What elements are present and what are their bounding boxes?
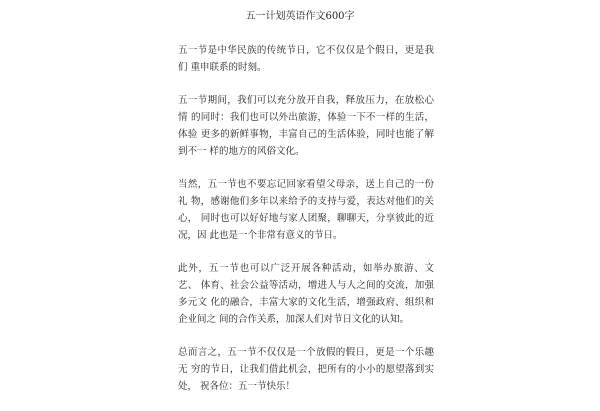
document-body <box>178 42 434 411</box>
paragraph-5: 总而言之，五一节不仅仅是一个放假的假日，更是一个乐趣无 穷的节日，让我们借此机会，把所有的小小的愿望落到实处， 祝各位：五一节快乐！ <box>178 347 434 392</box>
document-title: 五一计划英语作文600字 <box>245 11 355 22</box>
paragraph-1: 五一节是中华民族的传统节日，它不仅仅是个假日，更是我们 重申联系的时刻。 <box>178 45 434 73</box>
paragraph-2: 五一节期间，我们可以充分放开自我，释放压力，在放松心情 的同时：我们也可以外出旅游，体验一下不一样的生活，体验 更多的新鲜事物，丰富自己的生活体验，同时也能了解到不一 样的地方的风俗文化。 <box>178 95 434 157</box>
paragraph-3: 当然，五一节也不要忘记回家看望父母亲，送上自己的一份礼 物，感谢他们多年以来给予的支持与爱，表达对他们的关心， 同时也可以好好地与家人团聚，聊聊天，分享彼此的近况，因 此也是一个非常有意义的节日。 <box>178 179 434 241</box>
paragraph-4: 此外，五一节也可以广泛开展各种活动，如举办旅游、文艺、 体育、社会公益等活动，增进人与人之间的交流，加强多元文 化的融合，丰富大家的文化生活，增强政府、组织和企业间之 间的合作关系，加深人们对节日文化的认知。 <box>178 263 434 325</box>
